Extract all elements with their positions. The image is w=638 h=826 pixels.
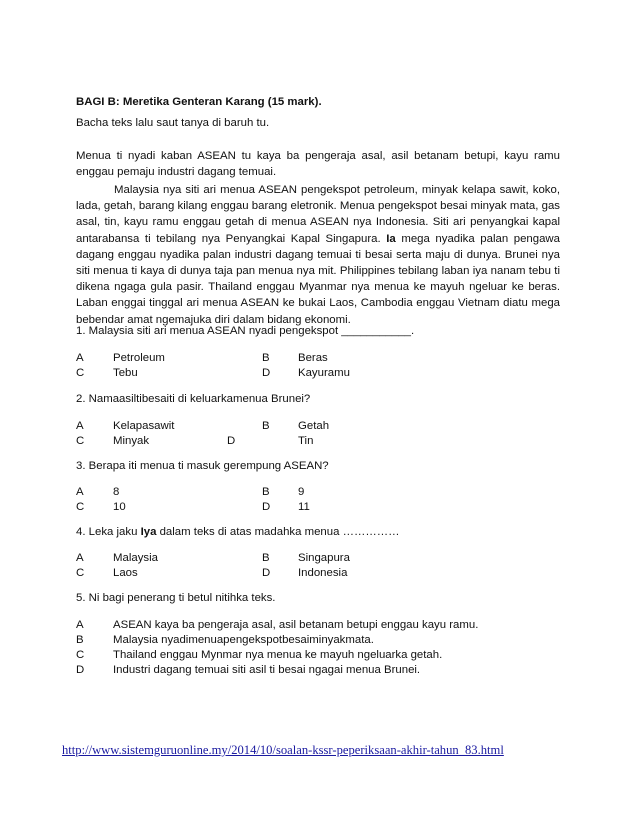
option-letter: D — [262, 367, 271, 379]
question-1: 1. Malaysia siti ari menua ASEAN nyadi pengekspot ___________. — [76, 325, 415, 337]
option-text: Industri dagang temuai siti asil ti besai ngagai menua Brunei. — [113, 664, 421, 676]
instruction: Bacha teks lalu saut tanya di baruh tu. — [76, 117, 270, 129]
passage-intro: Menua ti nyadi kaban ASEAN tu kaya ba pengeraja asal, asil betanam betupi, kayu ramu enggau pemaju industri dagang temuai. — [76, 150, 560, 179]
question-2: 2. Namaasiltibesaiti di keluarkamenua Brunei? — [76, 393, 311, 405]
option-text: Malaysia — [113, 552, 158, 564]
question-4-keyword: Iya — [140, 526, 157, 538]
option-text: Singapura — [298, 552, 350, 564]
question-5: 5. Ni bagi penerang ti betul nitihka teks. — [76, 592, 276, 604]
option-text: Laos — [113, 567, 138, 579]
option-text: 11 — [298, 501, 310, 513]
option-text: Getah — [298, 420, 330, 432]
option-text: Thailand enggau Mynmar nya menua ke mayuh ngeluarka getah. — [113, 649, 443, 661]
option-letter: A — [76, 619, 84, 631]
option-letter: B — [262, 486, 270, 498]
option-letter: A — [76, 352, 84, 364]
option-letter: D — [262, 567, 271, 579]
option-text: Tin — [298, 435, 314, 447]
option-text: Kayuramu — [298, 367, 350, 379]
question-2-options-row-2 — [76, 435, 560, 451]
option-text: Tebu — [113, 367, 138, 379]
question-3-options-row-1 — [76, 486, 560, 502]
option-letter: A — [76, 486, 84, 498]
section-title: BAGI B: Meretika Genteran Karang (15 mark). — [76, 96, 322, 108]
question-4-options-row-1 — [76, 552, 560, 568]
option-text: Minyak — [113, 435, 150, 447]
passage-body-part1: Malaysia nya siti ari menua ASEAN pengekspot petroleum, minyak kelapa sawit, koko, lada, getah, barang kilang enggau barang eletronik. Menua pengekspot besai minyak mata, gas asal, tin, kayu ramu enggau getah di menua ASEAN nya Indonesia. Siti ari penyangkai kapal antarabansa ti tebilang nya Penyangkai Kapal Singapura. — [76, 184, 560, 245]
question-4-pre: 4. Leka jaku — [76, 526, 141, 538]
option-letter: B — [262, 552, 270, 564]
question-5-option-c — [76, 649, 560, 665]
passage-body — [76, 182, 560, 328]
question-1-options-row-2 — [76, 367, 560, 383]
option-text: Indonesia — [298, 567, 348, 579]
question-3: 3. Berapa iti menua ti masuk gerempung ASEAN? — [76, 460, 329, 472]
option-letter: D — [262, 501, 271, 513]
passage-body-bold: Ia — [386, 232, 396, 245]
option-text: Beras — [298, 352, 328, 364]
question-4-options-row-2 — [76, 567, 560, 583]
question-3-options-row-2 — [76, 501, 560, 517]
option-letter: C — [76, 367, 85, 379]
option-text: 9 — [298, 486, 305, 498]
option-letter: C — [76, 649, 85, 661]
passage-body-part2: mega nyadika palan pengawa dagang enggau nyadika palan industri dagang temuai ti besai serta maju di dunya. Brunei nya siti menua ti kaya di dunya taja pan menua nya mit. Philippines tebilang laban iya nanam tebu ti dikena ngaga gula pasir. Thailand enggau Myanmar nya menua ke mayuh ngeluar ke beras. Laban enggai tinggal ari menua ASEAN ke bukai Laos, Cambodia enggau Vietnam diatu mega bebendar amat ngemajuka diri dalam bidang ekonomi. — [76, 232, 560, 326]
question-2-options-row-1 — [76, 420, 560, 436]
option-letter: B — [262, 352, 270, 364]
option-letter: C — [76, 501, 85, 513]
option-letter: C — [76, 567, 85, 579]
option-letter: B — [76, 634, 84, 646]
question-4-post: dalam teks di atas madahka menua …………… — [156, 526, 400, 538]
question-4 — [76, 526, 400, 538]
question-1-options-row-1 — [76, 352, 560, 368]
option-text: Kelapasawit — [113, 420, 175, 432]
question-5-option-b — [76, 634, 560, 650]
option-letter: D — [76, 664, 85, 676]
question-5-option-a — [76, 619, 560, 635]
option-letter: D — [227, 435, 236, 447]
option-text: 8 — [113, 486, 120, 498]
option-letter: C — [76, 435, 85, 447]
option-text: ASEAN kaya ba pengeraja asal, asil betanam betupi enggau kayu ramu. — [113, 619, 479, 631]
option-text: 10 — [113, 501, 126, 513]
option-text: Petroleum — [113, 352, 165, 364]
option-letter: B — [262, 420, 270, 432]
option-text: Malaysia nyadimenuapengekspotbesaiminyakmata. — [113, 634, 374, 646]
question-5-option-d — [76, 664, 560, 680]
option-letter: A — [76, 420, 84, 432]
option-letter: A — [76, 552, 84, 564]
source-link[interactable]: http://www.sistemguruonline.my/2014/10/soalan-kssr-peperiksaan-akhir-tahun_83.html — [62, 743, 504, 757]
